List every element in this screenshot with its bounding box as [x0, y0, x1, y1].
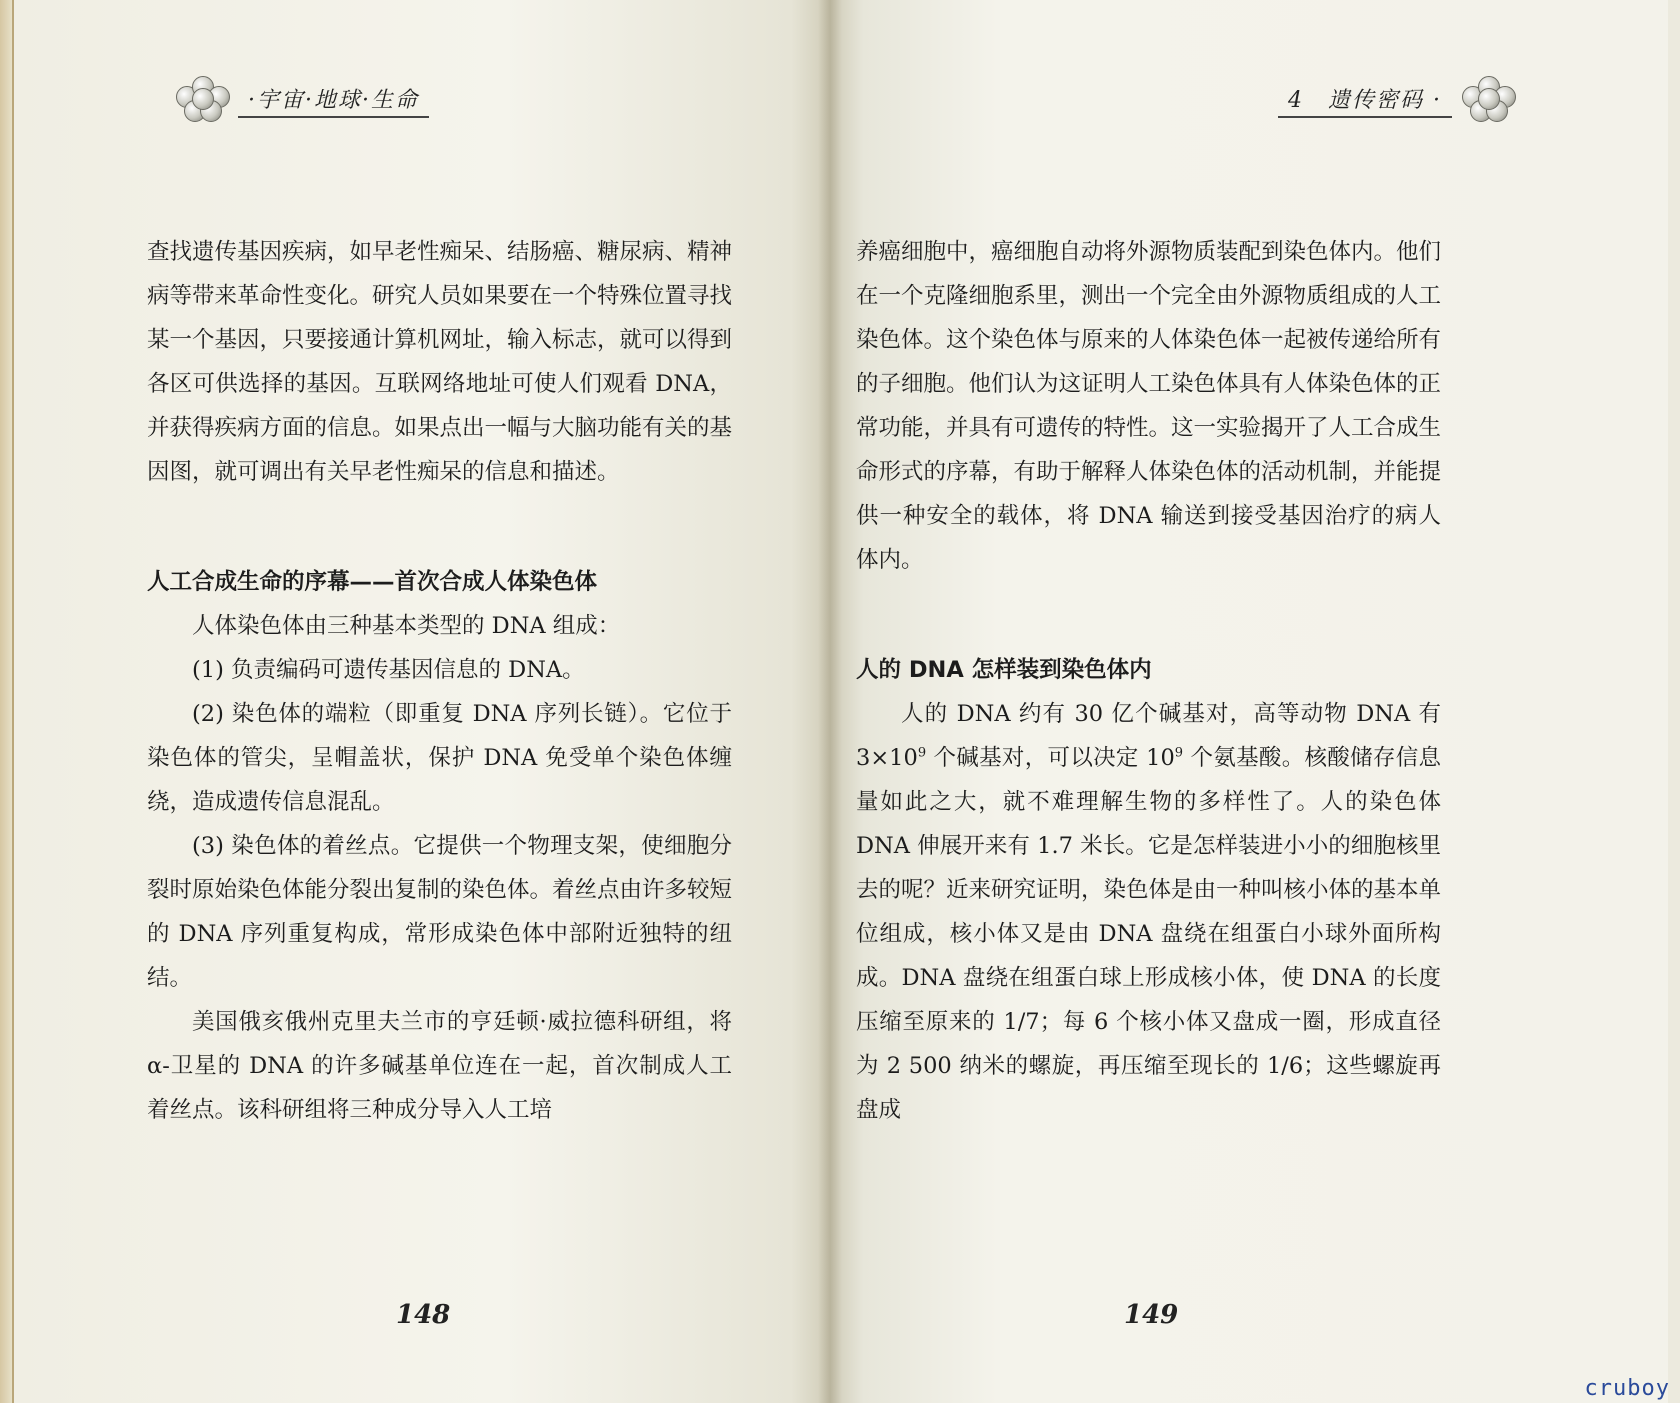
right-paragraph-part-c: 个氨基酸。核酸储存信息量如此之大，就不难理解生物的多样性了。人的染色体 DNA 伸展开来有 1.7 米长。它是怎样装进小小的细胞核里去的呢？近来研究证明，染色体是由一种叫核小体的基本单位组成，核小体又是由 DNA 盘绕在组蛋白小球外面所构成。DNA 盘绕在组蛋白球上形成核小体，使 DNA 的长度压缩至原来的 1/7；每 6 个核小体又盘成一圈，形成直径为 2 500 纳米的螺旋，再压缩至现长的 1/6；这些螺旋再盘成: [856, 745, 1442, 1123]
exponent: 9: [1174, 745, 1184, 761]
right-body-text: [856, 230, 1441, 1132]
right-paragraph-part-b: 个碱基对，可以决定 10: [926, 745, 1175, 771]
exponent: 9: [917, 745, 927, 761]
left-body-text: [147, 230, 732, 1132]
right-page-number: 149: [1124, 1300, 1179, 1330]
right-header-title: 4 遗传密码 ·: [1278, 83, 1452, 118]
right-paragraph: [856, 692, 1441, 1132]
left-page-number: 148: [396, 1300, 451, 1330]
book-gutter: [818, 0, 842, 1403]
left-paragraph: (2) 染色体的端粒（即重复 DNA 序列长链）。它位于染色体的管尖，呈帽盖状，保护 DNA 免受单个染色体缠绕，造成遗传信息混乱。: [147, 701, 732, 815]
right-section-heading: 人的 DNA 怎样装到染色体内: [856, 657, 1152, 683]
atom-cluster-icon: [172, 72, 232, 128]
left-header-title: ·宇宙·地球·生命: [238, 83, 429, 118]
left-running-header: [172, 70, 435, 130]
left-paragraph: (3) 染色体的着丝点。它提供一个物理支架，使细胞分裂时原始染色体能分裂出复制的染色体。着丝点由许多较短的 DNA 序列重复构成，常形成染色体中部附近独特的纽结。: [147, 833, 733, 991]
watermark: cruboy: [1584, 1376, 1670, 1401]
right-page: [830, 0, 1668, 1403]
atom-cluster-icon: [1458, 72, 1518, 128]
right-running-header: [1272, 70, 1518, 130]
right-paragraph: 养癌细胞中，癌细胞自动将外源物质装配到染色体内。他们在一个克隆细胞系里，测出一个完全由外源物质组成的人工染色体。这个染色体与原来的人体染色体一起被传递给所有的子细胞。他们认为这证明人工染色体具有人体染色体的正常功能，并具有可遗传的特性。这一实验揭开了人工合成生命形式的序幕，有助于解释人体染色体的活动机制，并能提供一种安全的载体，将 DNA 输送到接受基因治疗的病人体内。: [856, 239, 1442, 573]
left-paragraph: 查找遗传基因疾病，如早老性痴呆、结肠癌、糖尿病、精神病等带来革命性变化。研究人员如果要在一个特殊位置寻找某一个基因，只要接通计算机网址，输入标志，就可以得到各区可供选择的基因。互联网络地址可使人们观看 DNA，并获得疾病方面的信息。如果点出一幅与大脑功能有关的基因图，就可调出有关早老性痴呆的信息和描述。: [147, 239, 733, 485]
left-section-heading: 人工合成生命的序幕——首次合成人体染色体: [147, 569, 598, 595]
right-paragraph-part-a: 人的 DNA 约有 30 亿个碱基对，高等动物 DNA 有 3×10: [856, 701, 1441, 771]
left-page: [12, 0, 832, 1403]
left-paragraph: 美国俄亥俄州克里夫兰市的亨廷顿·威拉德科研组，将 α-卫星的 DNA 的许多碱基单位连在一起，首次制成人工着丝点。该科研组将三种成分导入人工培: [147, 1009, 732, 1123]
left-paragraph: 人体染色体由三种基本类型的 DNA 组成：: [192, 613, 621, 639]
left-paragraph: (1) 负责编码可遗传基因信息的 DNA。: [192, 657, 585, 683]
